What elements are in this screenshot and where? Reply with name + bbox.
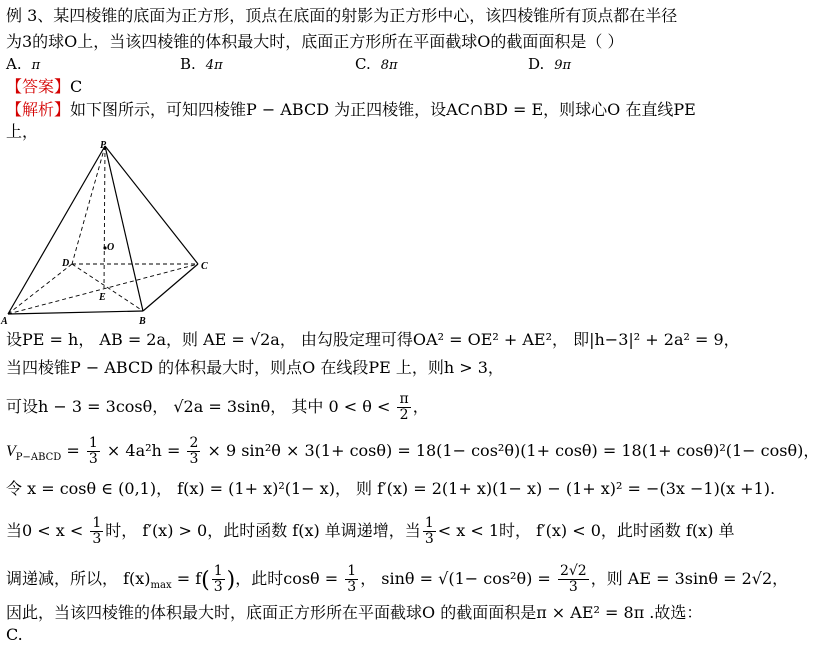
max-subscript: max (150, 580, 172, 591)
fraction-two-thirds: $\frac{2}{3}$ (189, 435, 199, 467)
step-7-e: ，则 AE = 3sinθ = 2√2， (590, 569, 789, 588)
label-d: D (62, 258, 70, 269)
fraction-one-third-d: $\frac{1}{3}$ (347, 563, 357, 595)
answer-value: C (70, 77, 83, 96)
label-o: O (107, 242, 115, 253)
step-2: 当四棱锥P − ABCD 的体积最大时，则点O 在线段PE 上，则h > 3， (6, 358, 504, 377)
pyramid-figure (0, 140, 230, 325)
volume-symbol: V (6, 443, 16, 460)
analysis-line-1 (6, 100, 696, 120)
label-c: C (201, 261, 208, 272)
label-p: P (100, 140, 107, 151)
fraction-two-root-two-thirds: $\frac{2√2}{3}$ (559, 563, 587, 595)
option-c-value: 8π (380, 58, 398, 73)
edge-pd (72, 146, 105, 264)
edge-ad (8, 264, 72, 314)
step-6-b: 时， f′(x) > 0，此时函数 f(x) 单调递增，当 (105, 521, 421, 540)
fraction-one-third-b: $\frac{1}{3}$ (424, 515, 434, 547)
step-6 (6, 516, 735, 547)
option-a-label: A. (6, 55, 22, 73)
fraction-one-third: $\frac{1}{3}$ (88, 435, 98, 467)
step-4-volume: $V_{P-ABCD}$ = $\frac{1}{3}$ × 4a²h = $\frac{2}{3}$ × 9 sin²θ × 3(1+ cosθ) = 18(1− cos²θ)(1+ cosθ) = 18(1+ cosθ)²(1− cosθ)， (6, 435, 819, 467)
option-d (528, 55, 571, 73)
height-pe (104, 146, 105, 288)
step-1: 设PE = h， AB = 2a，则 AE = √2a， 由勾股定理可得OA² = OE² + AE²， 即|h−3|² + 2a² = 9， (6, 330, 740, 349)
option-d-value: 9π (554, 58, 572, 73)
option-b-value: 4π (205, 58, 223, 73)
option-c-label: C. (355, 55, 371, 73)
fraction-pi-over-2: $\frac{\pi}{2}$ (399, 391, 409, 423)
answer-tag: 【答案】 (6, 77, 71, 96)
step-7-b: = f (176, 569, 202, 588)
edge-pa (8, 146, 105, 314)
label-e: E (99, 292, 106, 303)
step-7-a: 调递减，所以， f(x) (6, 569, 151, 588)
answer-line (6, 77, 82, 97)
diagonal-bd (72, 264, 143, 311)
label-b: B (139, 316, 146, 327)
step-3-b: √2a = 3sinθ， (173, 397, 287, 416)
fraction-one-third-a: $\frac{1}{3}$ (92, 515, 102, 547)
volume-rest: × 9 sin²θ × 3(1+ cosθ) = 18(1− cos²θ)(1+ cosθ) = 18(1+ cosθ)²(1− cosθ)， (207, 441, 819, 460)
option-a (6, 55, 40, 73)
step-7-d: ， sinθ = √(1− cos²θ) = (360, 569, 551, 588)
option-d-label: D. (528, 55, 545, 73)
step-6-a: 当0 < x < (6, 521, 84, 540)
option-b (180, 55, 223, 73)
edge-ab (8, 311, 143, 314)
step-9: C. (6, 625, 23, 644)
step-3-a: 可设h − 3 = 3cosθ， (6, 397, 169, 416)
step-7-c: ，此时cosθ = (235, 569, 339, 588)
option-a-value: π (31, 58, 41, 73)
label-a: A (1, 316, 8, 327)
option-c (355, 55, 398, 73)
step-8: 因此，当该四棱锥的体积最大时，底面正方形所在平面截球O 的截面面积是π × AE² = 8π .故选： (6, 603, 703, 622)
step-6-c: < x < 1时， f′(x) < 0，此时函数 f(x) 单 (437, 521, 735, 540)
problem-line-1: 例 3、某四棱锥的底面为正方形，顶点在底面的射影为正方形中心，该四棱锥所有顶点都在半径 (6, 6, 678, 25)
step-3-c: 其中 0 < θ < (291, 397, 391, 416)
volume-subscript: P−ABCD (15, 452, 62, 463)
volume-mid: × 4a²h = (106, 441, 181, 460)
analysis-tag: 【解析】 (6, 100, 71, 119)
analysis-line-2: 上， (6, 122, 39, 141)
step-5: 令 x = cosθ ∈ (0,1)， f(x) = (1+ x)²(1− x)， 则 f′(x) = 2(1+ x)(1− x) − (1+ x)² = −(3x −1)(x +1). (6, 479, 776, 498)
analysis-text: 如下图所示，可知四棱锥P − ABCD 为正四棱锥，设AC∩BD = E，则球心O 在直线PE (70, 100, 696, 119)
fraction-one-third-c: $\frac{1}{3}$ (213, 563, 223, 595)
step-3: 可设h − 3 = 3cosθ， √2a = 3sinθ， 其中 0 < θ < $\frac{\pi}{2}$ ， (6, 391, 429, 423)
step-7: 调递减，所以， $f(x)_{max} = f$( $\frac{1}{3}$ )，此时cosθ = $\frac{1}{3}$ ， sinθ = √(1− cos²θ) = $\frac{2√2}{3}$ ，则 AE = 3sinθ = 2√2， (6, 563, 789, 595)
problem-line-2: 为3的球O上，当该四棱锥的体积最大时，底面正方形所在平面截球O的截面面积是（ ） (6, 32, 624, 51)
option-b-label: B. (180, 55, 196, 73)
